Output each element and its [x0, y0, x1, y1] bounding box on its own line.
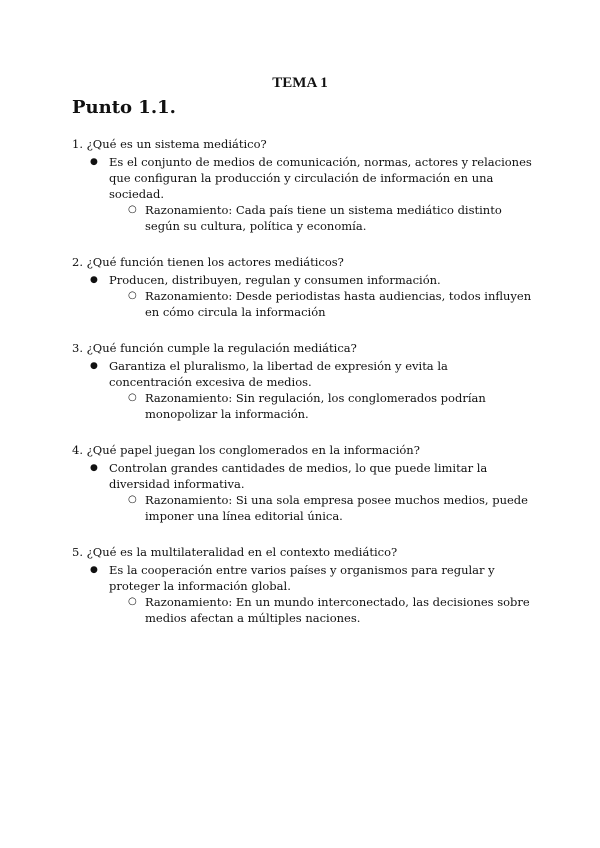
reasoning-item — [128, 390, 532, 422]
answer-text: Controlan grandes cantidades de medios, lo que puede limitar la diversidad informativa. — [109, 461, 488, 491]
answer-item — [90, 358, 532, 390]
answer-text: Producen, distribuyen, regulan y consumen información. — [109, 273, 441, 287]
reasoning-text: Razonamiento: Cada país tiene un sistema mediático distinto según su cultura, política y economía. — [145, 203, 502, 233]
answer-text: Garantiza el pluralismo, la libertad de expresión y evita la concentración excesiva de medios. — [109, 359, 448, 389]
reasoning-item — [128, 202, 532, 234]
question-item-4 — [72, 442, 532, 524]
question-label: ¿Qué papel juegan los conglomerados en la información? — [86, 443, 420, 457]
question-text — [72, 442, 532, 458]
filled-bullet-icon: ● — [90, 361, 98, 371]
question-number: 5. — [72, 545, 83, 559]
answer-item — [90, 460, 532, 492]
question-label: ¿Qué función tienen los actores mediáticos? — [86, 255, 344, 269]
question-label: ¿Qué es la multilateralidad en el contexto mediático? — [86, 545, 398, 559]
answer-item — [90, 272, 532, 288]
reasoning-item — [128, 288, 532, 320]
answer-item — [90, 562, 532, 594]
section-heading: Punto 1.1. — [72, 97, 176, 118]
question-text — [72, 544, 532, 560]
answer-item — [90, 154, 532, 202]
hollow-bullet-icon: ○ — [128, 596, 137, 607]
filled-bullet-icon: ● — [90, 157, 98, 167]
hollow-bullet-icon: ○ — [128, 392, 137, 403]
question-text — [72, 136, 532, 152]
filled-bullet-icon: ● — [90, 565, 98, 575]
question-item-3 — [72, 340, 532, 422]
reasoning-text: Razonamiento: Desde periodistas hasta audiencias, todos influyen en cómo circula la información — [145, 289, 532, 319]
hollow-bullet-icon: ○ — [128, 290, 137, 301]
question-label: ¿Qué función cumple la regulación mediática? — [86, 341, 357, 355]
reasoning-item — [128, 594, 532, 626]
question-item-1 — [72, 136, 532, 234]
question-label: ¿Qué es un sistema mediático? — [86, 137, 267, 151]
filled-bullet-icon: ● — [90, 463, 98, 473]
question-list — [72, 136, 532, 646]
question-text — [72, 254, 532, 270]
question-number: 3. — [72, 341, 83, 355]
answer-text: Es la cooperación entre varios países y organismos para regular y proteger la información global. — [109, 563, 495, 593]
question-number: 4. — [72, 443, 83, 457]
reasoning-text: Razonamiento: Si una sola empresa posee muchos medios, puede imponer una línea editorial única. — [145, 493, 528, 523]
question-number: 1. — [72, 137, 83, 151]
reasoning-text: Razonamiento: En un mundo interconectado, las decisiones sobre medios afectan a múltiples naciones. — [145, 595, 530, 625]
hollow-bullet-icon: ○ — [128, 204, 137, 215]
question-item-5 — [72, 544, 532, 626]
document-title: TEMA 1 — [272, 75, 328, 91]
filled-bullet-icon: ● — [90, 275, 98, 285]
question-number: 2. — [72, 255, 83, 269]
reasoning-text: Razonamiento: Sin regulación, los conglomerados podrían monopolizar la información. — [145, 391, 486, 421]
hollow-bullet-icon: ○ — [128, 494, 137, 505]
reasoning-item — [128, 492, 532, 524]
question-text — [72, 340, 532, 356]
question-item-2 — [72, 254, 532, 320]
answer-text: Es el conjunto de medios de comunicación, normas, actores y relaciones que configuran la producción y circulación de información en una sociedad. — [109, 155, 532, 201]
